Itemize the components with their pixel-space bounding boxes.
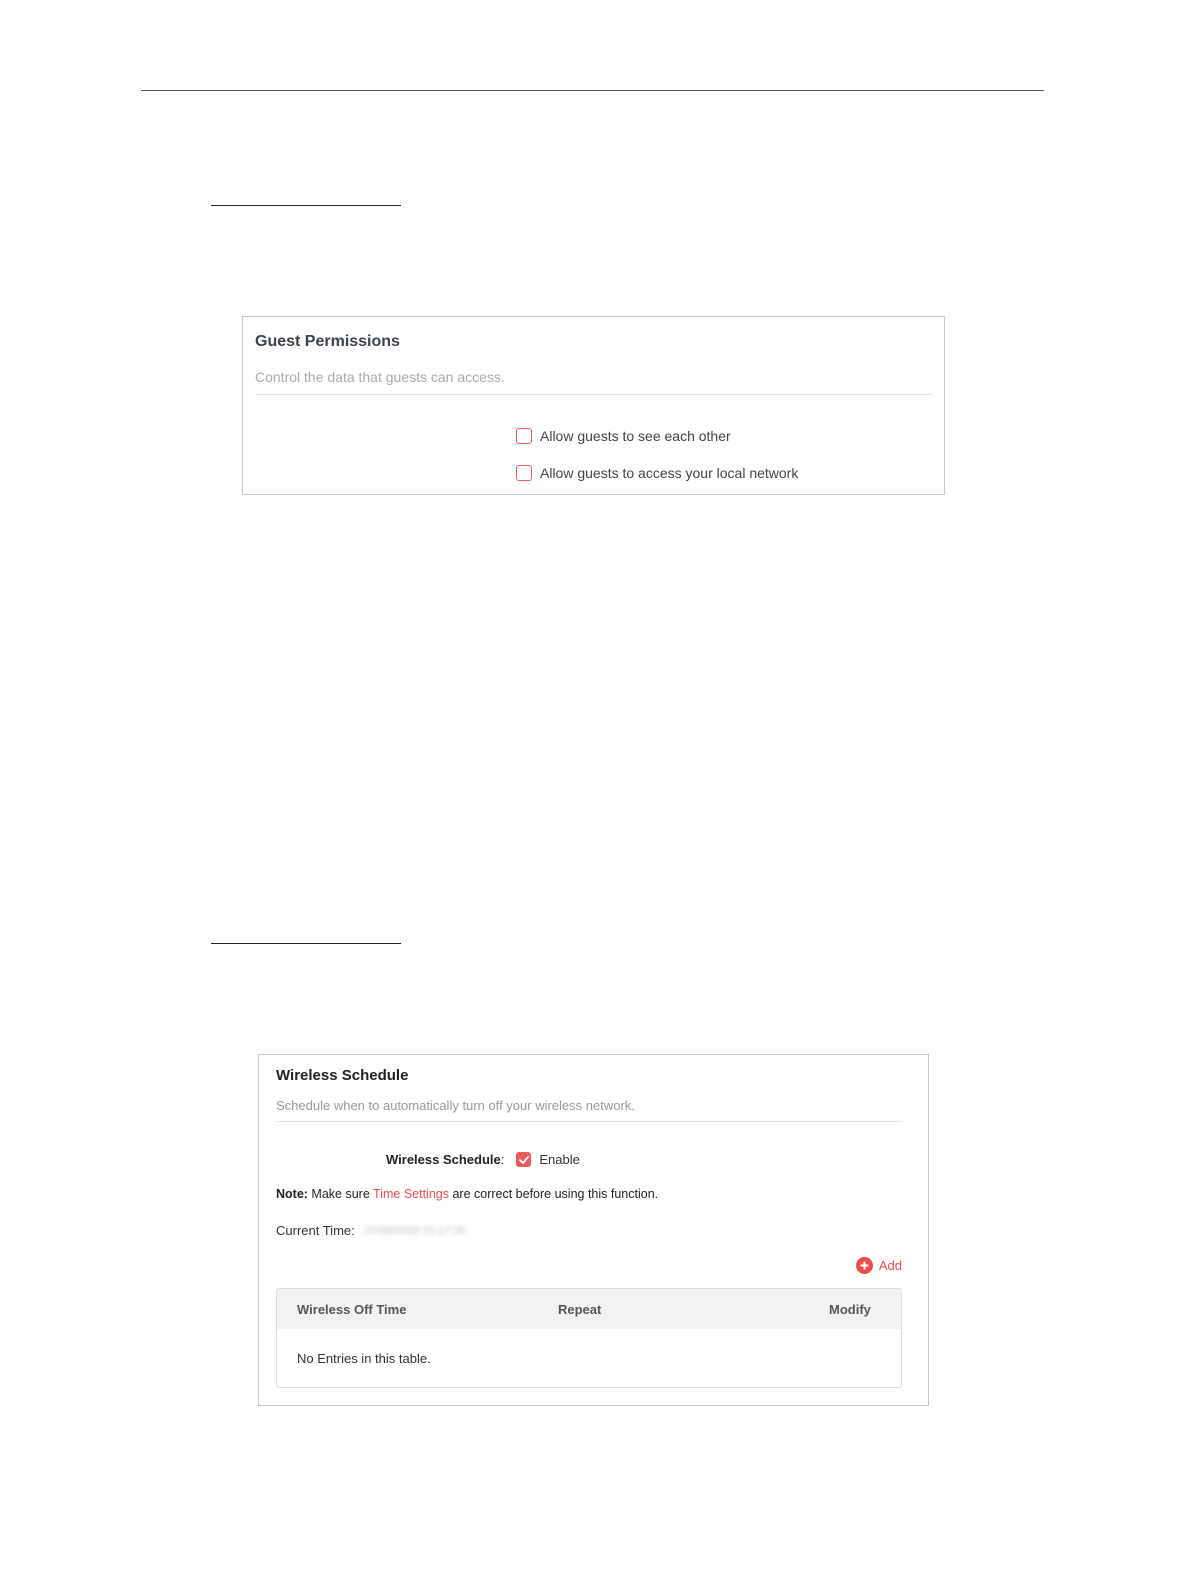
note-after: are correct before using this function. xyxy=(448,1187,659,1201)
current-time-row xyxy=(276,1223,466,1238)
guest-permissions-title: Guest Permissions xyxy=(255,333,400,350)
note-before: Make sure xyxy=(307,1187,374,1201)
enable-label: Enable xyxy=(539,1152,580,1167)
wireless-schedule-panel xyxy=(258,1054,929,1406)
allow-local-network-label: Allow guests to access your local network xyxy=(540,465,799,481)
allow-local-network-checkbox[interactable] xyxy=(516,465,532,481)
time-settings-link[interactable]: Time Settings xyxy=(373,1187,449,1201)
allow-see-each-other-checkbox[interactable] xyxy=(516,428,532,444)
enable-toggle[interactable] xyxy=(516,1152,579,1167)
column-modify: Modify xyxy=(829,1302,871,1317)
allow-local-network-option[interactable] xyxy=(516,465,798,481)
current-time-value: 07/09/2020 21:17:20 xyxy=(364,1224,466,1237)
allow-see-each-other-option[interactable] xyxy=(516,428,731,444)
column-wireless-off-time: Wireless Off Time xyxy=(297,1302,407,1317)
guest-permissions-subtitle: Control the data that guests can access. xyxy=(255,369,505,385)
current-time-label: Current Time: xyxy=(276,1223,355,1238)
guest-permissions-panel xyxy=(242,316,945,495)
checkmark-icon xyxy=(519,1156,529,1164)
column-repeat: Repeat xyxy=(558,1302,602,1317)
divider xyxy=(276,1121,901,1122)
section-rule-1 xyxy=(211,205,401,206)
enable-checkbox[interactable] xyxy=(516,1152,531,1167)
wireless-schedule-title: Wireless Schedule xyxy=(276,1067,409,1084)
add-button[interactable] xyxy=(856,1257,902,1274)
table-header xyxy=(277,1289,901,1329)
divider xyxy=(255,394,932,395)
note-label: Note: xyxy=(276,1187,308,1201)
section-rule-2 xyxy=(211,943,401,944)
add-label: Add xyxy=(878,1258,902,1273)
allow-see-each-other-label: Allow guests to see each other xyxy=(540,428,731,444)
schedule-table xyxy=(276,1288,902,1388)
wireless-schedule-label: Wireless Schedule xyxy=(386,1152,501,1167)
wireless-schedule-field xyxy=(386,1152,580,1167)
label-colon: : xyxy=(500,1152,505,1167)
wireless-schedule-subtitle: Schedule when to automatically turn off your wireless network. xyxy=(276,1098,635,1113)
add-circle-icon xyxy=(856,1257,873,1274)
table-empty-message: No Entries in this table. xyxy=(297,1351,431,1366)
note-text xyxy=(276,1187,658,1201)
page-header-rule xyxy=(141,90,1044,91)
